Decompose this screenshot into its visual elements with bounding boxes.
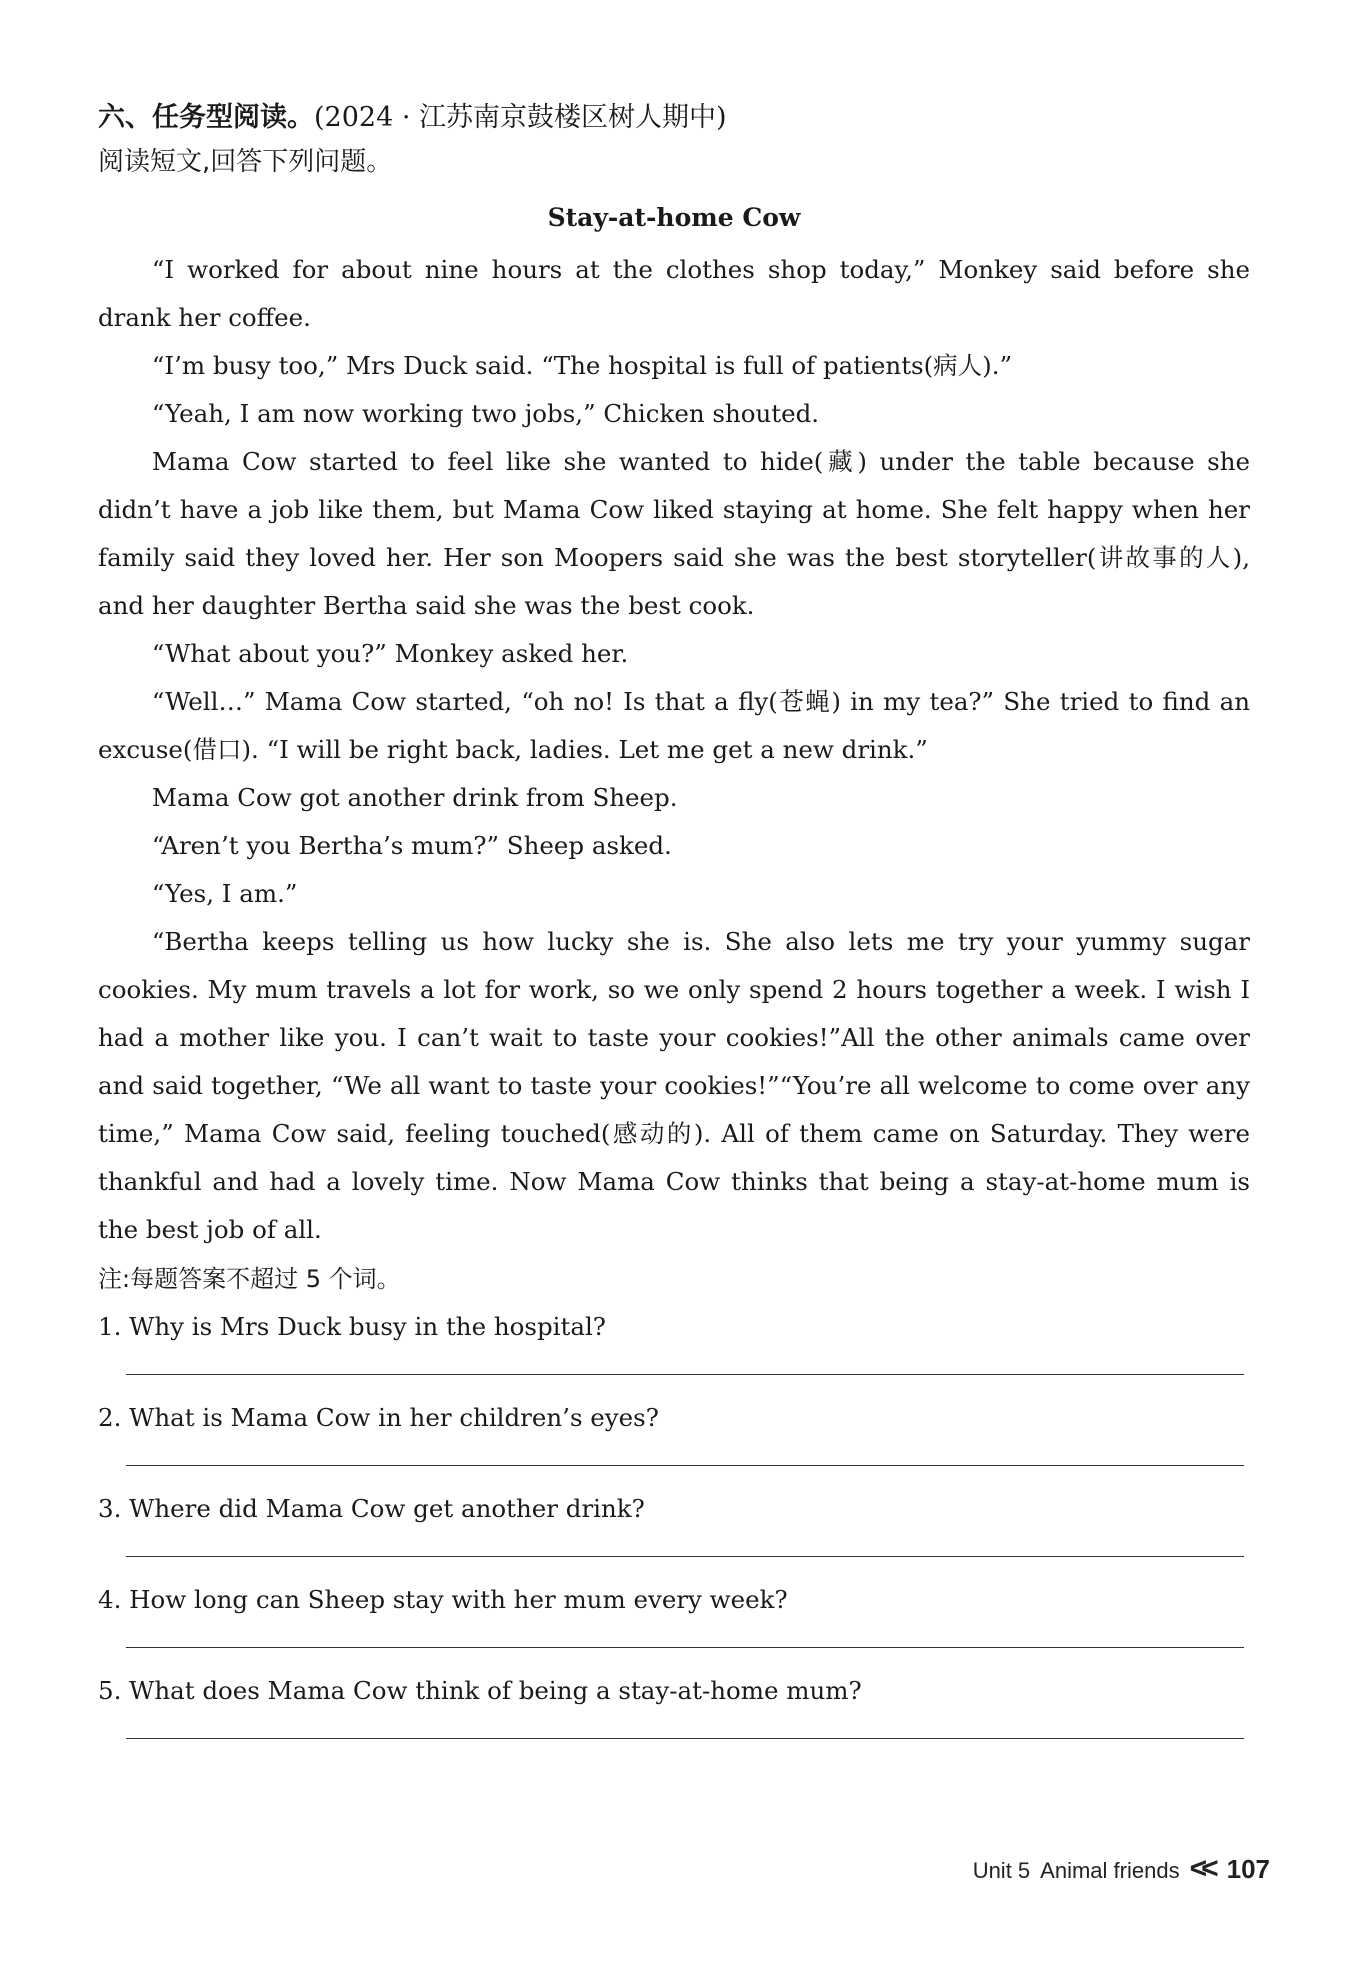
question-text: 5. What does Mama Cow think of being a stay-at-home mum? [98, 1676, 862, 1705]
section-instruction: 阅读短文,回答下列问题。 [98, 147, 393, 177]
answer-line[interactable] [126, 1465, 1244, 1466]
section-label: 六、任务型阅读。 [98, 102, 314, 133]
question-text: 4. How long can Sheep stay with her mum every week? [98, 1585, 788, 1614]
section-source: (2024 · 江苏南京鼓楼区树人期中) [314, 102, 727, 133]
double-chevron-left-icon: << [1189, 1852, 1213, 1885]
question-text: 3. Where did Mama Cow get another drink? [98, 1494, 645, 1523]
section-heading [98, 96, 1250, 140]
passage-paragraph: Mama Cow got another drink from Sheep. [151, 783, 678, 812]
page-number: 107 [1226, 1854, 1270, 1884]
passage-paragraph: Mama Cow started to feel like she wanted to hide(藏) under the table because she didn’t have a job like them, but Mama Cow liked staying at home. She felt happy when her family said they loved her. Her son Moopers said she was the best storyteller(讲故事的人), and her daughter Bertha said she was the best cook. [98, 447, 1250, 620]
passage-paragraph: “Yeah, I am now working two jobs,” Chicken shouted. [151, 399, 820, 428]
footer-unit-title: Animal friends [1040, 1858, 1180, 1883]
passage-title: Stay-at-home Cow [547, 203, 801, 232]
question-item [98, 1395, 1250, 1466]
content-area [98, 96, 1250, 1759]
question-text: 2. What is Mama Cow in her children’s eyes? [98, 1403, 659, 1432]
passage-paragraph: “I’m busy too,” Mrs Duck said. “The hospital is full of patients(病人).” [151, 351, 1013, 380]
passage-body [98, 246, 1250, 1254]
question-item [98, 1304, 1250, 1375]
question-item [98, 1668, 1250, 1739]
passage-paragraph: “What about you?” Monkey asked her. [151, 639, 629, 668]
question-item [98, 1577, 1250, 1648]
passage-paragraph: “Aren’t you Bertha’s mum?” Sheep asked. [151, 831, 672, 860]
page-footer [973, 1852, 1270, 1886]
passage-paragraph: “I worked for about nine hours at the clothes shop today,” Monkey said before she drank her coffee. [98, 255, 1250, 332]
footer-unit: Unit 5 [972, 1858, 1031, 1883]
answer-line[interactable] [126, 1738, 1244, 1739]
answer-note: 注:每题答案不超过 5 个词。 [98, 1265, 401, 1293]
passage-paragraph: “Yes, I am.” [151, 879, 298, 908]
answer-line[interactable] [126, 1647, 1244, 1648]
question-item [98, 1486, 1250, 1557]
passage-paragraph: “Bertha keeps telling us how lucky she is. She also lets me try your yummy sugar cookies. My mum travels a lot for work, so we only spend 2 hours together a week. I wish I had a mother like you. I can’t wait to taste your cookies!”All the other animals came over and said together, “We all want to taste your cookies!”“You’re all welcome to come over any time,” Mama Cow said, feeling touched(感动的). All of them came on Saturday. They were thankful and had a lovely time. Now Mama Cow thinks that being a stay-at-home mum is the best job of all. [98, 927, 1250, 1244]
answer-line[interactable] [126, 1556, 1244, 1557]
answer-line[interactable] [126, 1374, 1244, 1375]
passage-paragraph: “Well…” Mama Cow started, “oh no! Is that a fly(苍蝇) in my tea?” She tried to find an excuse(借口). “I will be right back, ladies. Let me get a new drink.” [98, 687, 1250, 764]
question-text: 1. Why is Mrs Duck busy in the hospital? [98, 1312, 606, 1341]
